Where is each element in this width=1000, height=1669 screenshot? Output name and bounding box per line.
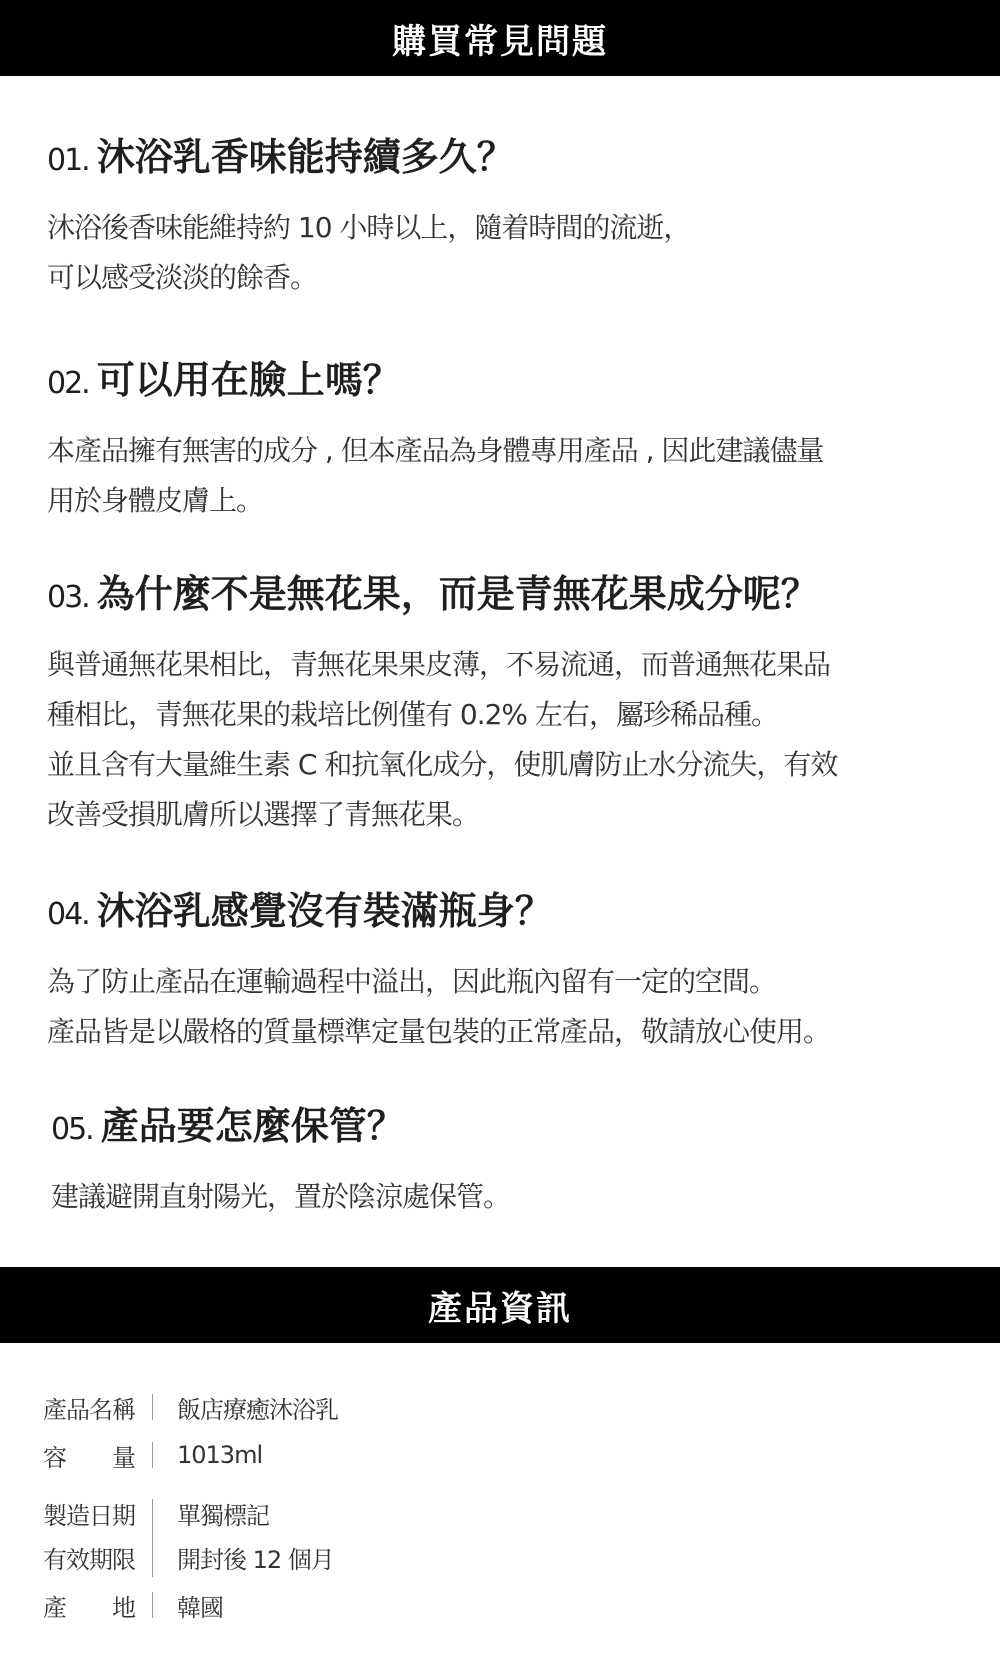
faq-number: 01. — [47, 143, 89, 178]
faq-number: 04. — [47, 897, 89, 932]
faq-item — [47, 887, 947, 1057]
faq-item — [47, 356, 947, 526]
faq-number: 05. — [51, 1112, 93, 1147]
info-label: 產品名稱 — [43, 1395, 135, 1424]
faq-answer-line: 為了防止產品在運輸過程中溢出，因此瓶內留有一定的空間。 — [47, 965, 777, 998]
faq-item — [47, 133, 947, 303]
faq-answer-line: 與普通無花果相比，青無花果果皮薄，不易流通，而普通無花果品 — [47, 648, 831, 681]
faq-answer — [51, 1172, 951, 1222]
info-section-title: 產品資訊 — [0, 1267, 1000, 1343]
info-divider — [152, 1499, 153, 1577]
info-divider — [152, 1394, 153, 1420]
faq-number: 02. — [47, 366, 89, 401]
faq-question-text: 可以用在臉上嗎？ — [96, 358, 401, 402]
faq-answer-line: 本產品擁有無害的成分 , 但本產品為身體專用產品 , 因此建議儘量 — [47, 434, 824, 467]
info-label-part: 產 — [43, 1593, 66, 1622]
faq-answer-line: 建議避開直射陽光，置於陰涼處保管。 — [51, 1180, 511, 1213]
faq-number: 03. — [47, 580, 89, 615]
info-label: 有效期限 — [43, 1545, 135, 1574]
info-divider — [152, 1592, 153, 1618]
info-label-part: 容 — [43, 1443, 66, 1472]
faq-answer-line: 並且含有大量維生素 C 和抗氧化成分，使肌膚防止水分流失，有效 — [47, 748, 838, 781]
info-value: 單獨標記 — [177, 1501, 269, 1530]
info-label-part: 量 — [112, 1443, 135, 1472]
info-label — [43, 1438, 135, 1473]
faq-answer — [47, 957, 947, 1057]
info-row-volume — [43, 1433, 262, 1477]
info-label-part: 地 — [112, 1593, 135, 1622]
faq-question — [51, 1102, 951, 1154]
info-value: 韓國 — [177, 1593, 223, 1622]
faq-answer-line: 用於身體皮膚上。 — [47, 484, 264, 517]
faq-question — [47, 133, 947, 185]
faq-question-text: 為什麼不是無花果，而是青無花果成分呢？ — [96, 572, 819, 616]
info-label — [43, 1588, 135, 1623]
faq-question — [47, 356, 947, 408]
faq-question — [47, 887, 947, 939]
info-value: 1013ml — [177, 1441, 263, 1469]
faq-question — [47, 570, 947, 622]
info-row-product-name — [43, 1385, 338, 1429]
faq-item — [47, 570, 947, 840]
info-label: 製造日期 — [43, 1501, 135, 1530]
faq-answer — [47, 640, 947, 840]
faq-answer-line: 沐浴後香味能維持約 10 小時以上，隨着時間的流逝， — [47, 211, 691, 244]
info-value: 飯店療癒沐浴乳 — [177, 1395, 338, 1424]
faq-answer-line: 產品皆是以嚴格的質量標準定量包裝的正常產品，敬請放心使用。 — [47, 1015, 831, 1048]
faq-answer-line: 可以感受淡淡的餘香。 — [47, 261, 318, 294]
info-row-origin — [43, 1583, 223, 1627]
faq-section-title: 購買常見問題 — [0, 0, 1000, 76]
faq-answer — [47, 426, 947, 526]
info-value: 開封後 12 個月 — [177, 1545, 334, 1574]
faq-question-text: 沐浴乳香味能持續多久？ — [96, 135, 515, 179]
info-divider — [152, 1442, 153, 1468]
faq-answer-line: 改善受損肌膚所以選擇了青無花果。 — [47, 798, 480, 831]
faq-answer — [47, 203, 947, 303]
faq-question-text: 產品要怎麼保管？ — [100, 1104, 405, 1148]
info-row-dates — [43, 1491, 1000, 1579]
faq-item — [51, 1102, 951, 1222]
faq-question-text: 沐浴乳感覺沒有裝滿瓶身？ — [96, 889, 553, 933]
faq-answer-line: 種相比，青無花果的栽培比例僅有 0.2% 左右，屬珍稀品種。 — [47, 698, 778, 731]
